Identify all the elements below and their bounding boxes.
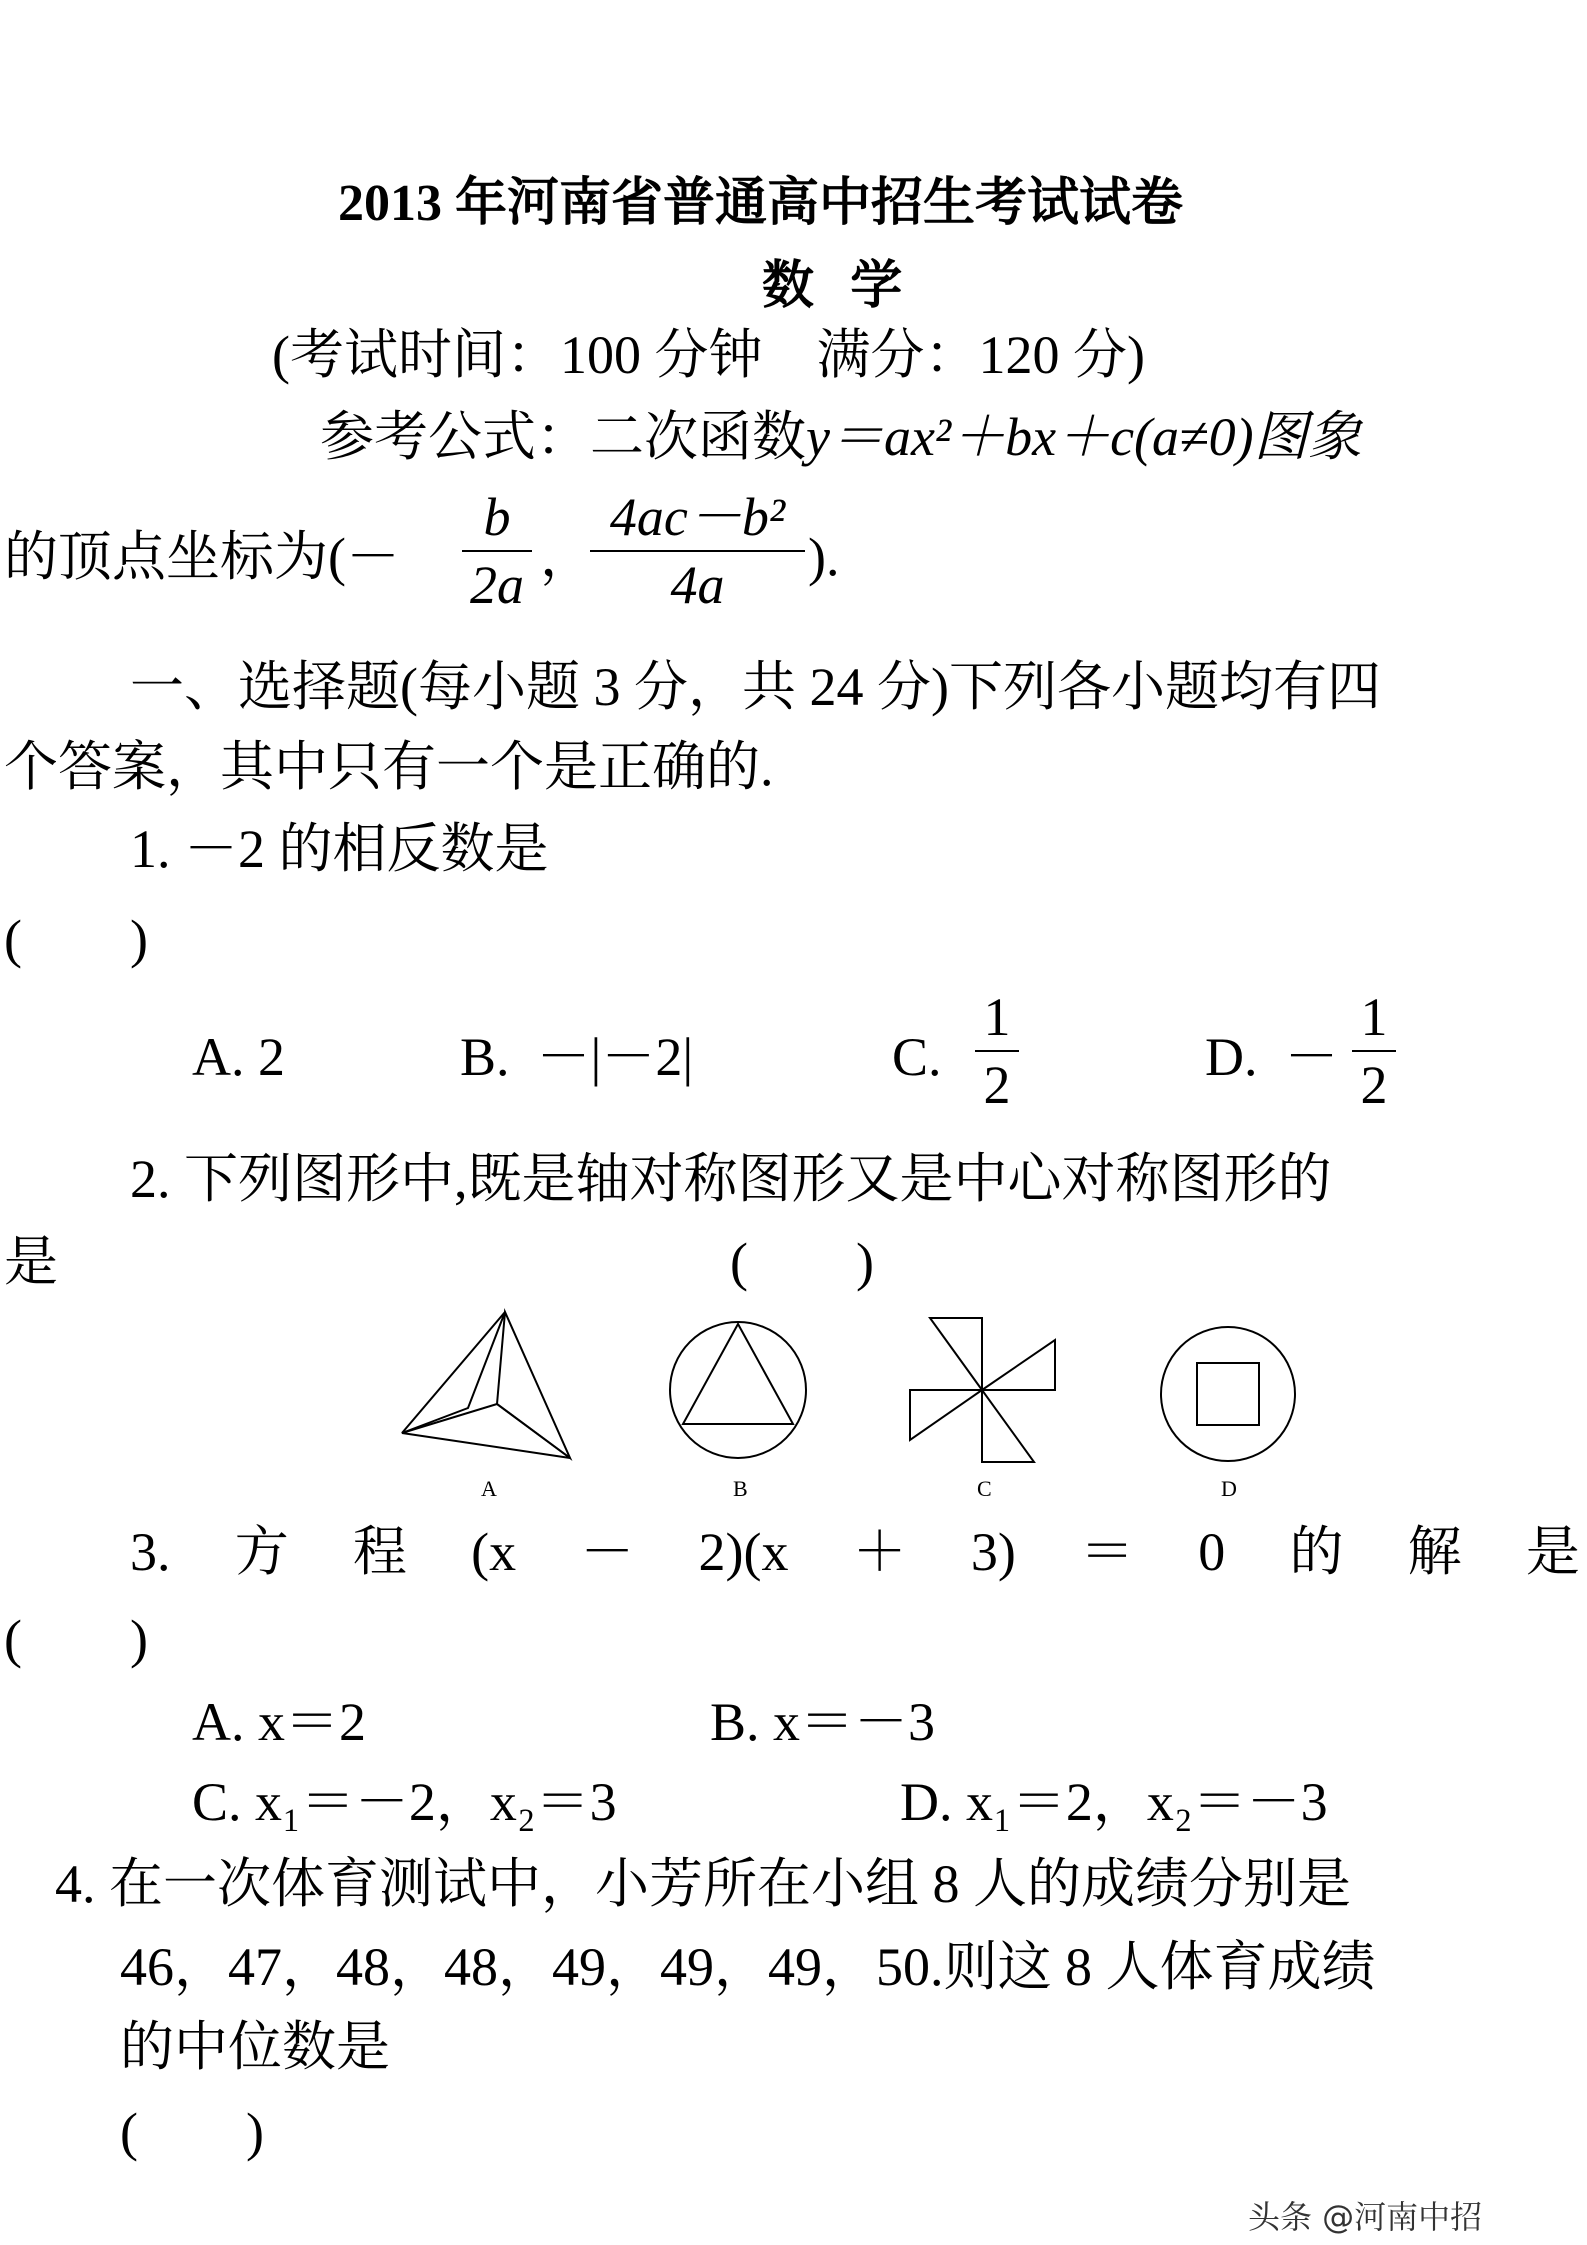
figure-label-d: D	[1221, 1476, 1237, 1501]
q1-option-c-fraction	[975, 987, 1019, 1115]
q1-option-a: A. 2	[192, 1027, 285, 1087]
q1-option-d-label: D. －	[1205, 1027, 1339, 1087]
q3-option-b: B. x＝－3	[710, 1692, 936, 1752]
figure-label-c: C	[977, 1476, 992, 1501]
q1-stem: 1. －2 的相反数是	[130, 819, 549, 879]
q3-stem	[130, 1522, 1580, 1582]
q3-option-a: A. x＝2	[192, 1692, 366, 1752]
figure-b-shape	[670, 1322, 806, 1458]
q3-term: 2)(x	[698, 1522, 789, 1582]
fraction-bar	[590, 550, 805, 552]
figure-label-b: B	[733, 1476, 748, 1501]
q4-line1: 4. 在一次体育测试中，小芳所在小组 8 人的成绩分别是	[55, 1854, 1351, 1914]
q1-option-c-label: C.	[892, 1027, 942, 1087]
vertex-x-fraction	[462, 487, 532, 615]
formula-line2-prefix: 的顶点坐标为(－	[4, 527, 400, 587]
q2-figures	[400, 1300, 1400, 1500]
q3-term: (x	[471, 1522, 517, 1582]
fraction-bar	[975, 1050, 1019, 1052]
fraction-denominator: 2a	[470, 555, 524, 615]
q1-option-d-fraction	[1352, 987, 1396, 1115]
q3-operator: ＋	[852, 1522, 907, 1582]
fraction-denominator: 2	[1360, 1055, 1388, 1115]
fraction-numerator: 1	[983, 987, 1011, 1047]
q4-line2: 46，47，48，48，49，49，49，50.则这 8 人体育成绩	[120, 1937, 1376, 1997]
fraction-bar	[1352, 1050, 1396, 1052]
exam-title: 2013 年河南省普通高中招生考试试卷	[338, 175, 1184, 232]
q2-stem-end: 是	[4, 1232, 58, 1292]
q3-option-d: D. x₁＝2，x₂＝－3	[900, 1772, 1328, 1832]
fraction-denominator: 4a	[670, 555, 725, 615]
q3-operator: ＝	[1080, 1522, 1135, 1582]
q1-option-b: B. －|－2|	[460, 1027, 694, 1087]
subject-title: 数 学	[762, 256, 903, 316]
formula-line2-suffix: ).	[808, 527, 840, 587]
figure-a-shape	[402, 1312, 570, 1458]
section1-line1: 一、选择题(每小题 3 分，共 24 分)下列各小题均有四	[130, 657, 1381, 717]
q4-answer-bracket: ( )	[120, 2102, 264, 2162]
fraction-numerator: b	[483, 487, 511, 547]
figure-c-shape	[910, 1318, 1055, 1462]
section1-line2: 个答案，其中只有一个是正确的.	[4, 737, 774, 797]
watermark: 头条 @河南中招	[1248, 2198, 1483, 2236]
q1-answer-bracket: ( )	[4, 909, 148, 969]
q3-term: 3)	[970, 1522, 1016, 1582]
formula-prefix: 参考公式：二次函数	[320, 407, 806, 467]
q3-option-c: C. x₁＝－2，x₂＝3	[192, 1772, 617, 1832]
fraction-numerator: 4ac－b²	[609, 487, 786, 547]
quadratic-formula: y＝ax²＋bx＋c(a≠0)图象	[806, 407, 1362, 467]
q3-term: 0	[1198, 1522, 1226, 1582]
q3-word: 是	[1525, 1522, 1580, 1582]
q3-word: 程	[352, 1522, 407, 1582]
figure-d-shape	[1161, 1327, 1295, 1461]
q3-word: 解	[1407, 1522, 1462, 1582]
fraction-bar	[462, 550, 532, 552]
q3-word: 方	[234, 1522, 289, 1582]
exam-info: (考试时间：100 分钟 满分：120 分)	[272, 325, 1145, 385]
fraction-denominator: 2	[983, 1055, 1011, 1115]
q2-stem: 2. 下列图形中,既是轴对称图形又是中心对称图形的	[130, 1149, 1332, 1209]
q3-word: 的	[1289, 1522, 1344, 1582]
q4-line3: 的中位数是	[120, 2017, 390, 2077]
fraction-numerator: 1	[1360, 987, 1388, 1047]
q3-number: 3.	[130, 1522, 171, 1582]
coordinate-comma: ，	[540, 527, 594, 587]
q3-operator: －	[580, 1522, 635, 1582]
formula-line1	[320, 407, 1362, 467]
figure-label-a: A	[481, 1476, 497, 1501]
q3-answer-bracket: ( )	[4, 1609, 148, 1669]
vertex-y-fraction	[590, 487, 805, 615]
q2-answer-bracket: ( )	[730, 1232, 874, 1292]
